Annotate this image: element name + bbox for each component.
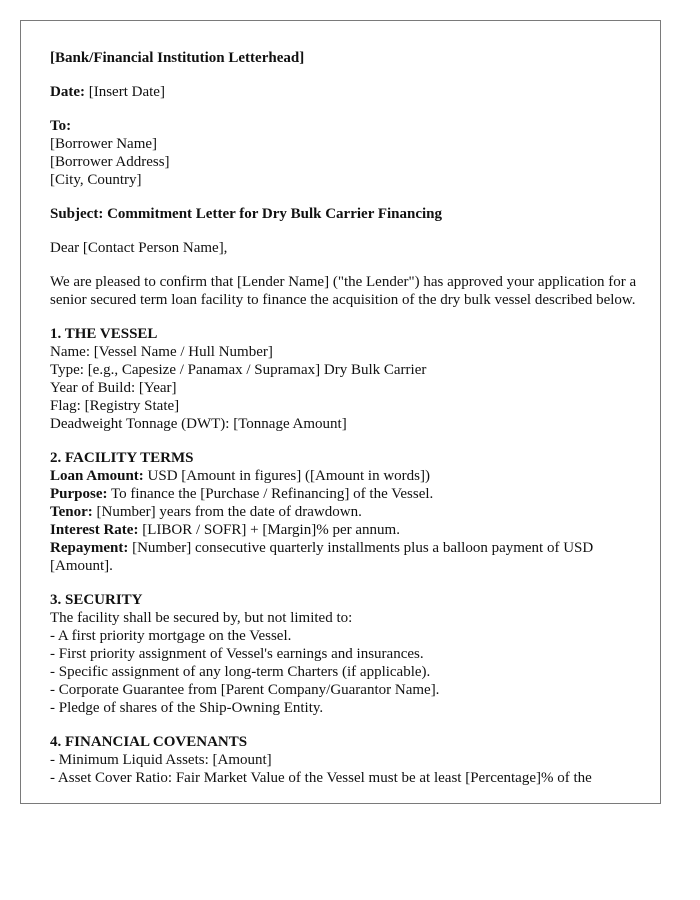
interest-rate-line	[50, 521, 640, 539]
facility-heading: 2. FACILITY TERMS	[50, 450, 194, 466]
repayment-label: Repayment:	[50, 540, 129, 556]
vessel-flag: Flag: [Registry State]	[50, 398, 180, 414]
covenant-item: - Asset Cover Ratio: Fair Market Value of the Vessel must be at least [Percentage]% of the	[50, 770, 592, 786]
letterhead: [Bank/Financial Institution Letterhead]	[50, 50, 305, 66]
loan-amount-label: Loan Amount:	[50, 468, 144, 484]
covenants-heading: 4. FINANCIAL COVENANTS	[50, 734, 248, 750]
covenant-item: - Minimum Liquid Assets: [Amount]	[50, 752, 272, 768]
date-value: [Insert Date]	[88, 84, 165, 100]
purpose-line	[50, 485, 640, 503]
repayment-line	[50, 539, 640, 575]
salutation: Dear [Contact Person Name],	[50, 240, 228, 256]
loan-amount-value: USD [Amount in figures] ([Amount in words])	[143, 468, 430, 484]
subject-line: Subject: Commitment Letter for Dry Bulk Carrier Financing	[50, 206, 443, 222]
vessel-type: Type: [e.g., Capesize / Panamax / Supramax] Dry Bulk Carrier	[50, 362, 427, 378]
security-heading: 3. SECURITY	[50, 592, 143, 608]
intro-paragraph: We are pleased to confirm that [Lender Name] ("the Lender") has approved your application for a senior secured term loan facility to finance the acquisition of the dry bulk vessel described below.	[50, 274, 637, 308]
interest-rate-value: [LIBOR / SOFR] + [Margin]% per annum.	[138, 522, 400, 538]
to-label: To:	[50, 118, 72, 134]
purpose-label: Purpose:	[50, 486, 108, 502]
repayment-value: [Number] consecutive quarterly installments plus a balloon payment of USD [Amount].	[50, 540, 594, 574]
tenor-label: Tenor:	[50, 504, 93, 520]
borrower-address: [Borrower Address]	[50, 154, 170, 170]
purpose-value: To finance the [Purchase / Refinancing] of the Vessel.	[107, 486, 434, 502]
date-label: Date:	[50, 84, 85, 100]
vessel-year: Year of Build: [Year]	[50, 380, 177, 396]
borrower-name: [Borrower Name]	[50, 136, 158, 152]
tenor-value: [Number] years from the date of drawdown.	[92, 504, 362, 520]
letter-document	[20, 20, 661, 804]
tenor-line	[50, 503, 640, 521]
borrower-city: [City, Country]	[50, 172, 142, 188]
security-item: - First priority assignment of Vessel's earnings and insurances.	[50, 646, 424, 662]
vessel-dwt: Deadweight Tonnage (DWT): [Tonnage Amount]	[50, 416, 347, 432]
date-line	[50, 83, 640, 101]
security-intro: The facility shall be secured by, but not limited to:	[50, 610, 353, 626]
security-item: - Pledge of shares of the Ship-Owning Entity.	[50, 700, 324, 716]
letter-body	[50, 49, 640, 787]
loan-amount-line	[50, 467, 640, 485]
vessel-heading: 1. THE VESSEL	[50, 326, 158, 342]
security-item: - Specific assignment of any long-term Charters (if applicable).	[50, 664, 431, 680]
security-item: - Corporate Guarantee from [Parent Company/Guarantor Name].	[50, 682, 440, 698]
security-item: - A first priority mortgage on the Vessel.	[50, 628, 292, 644]
vessel-name: Name: [Vessel Name / Hull Number]	[50, 344, 273, 360]
interest-rate-label: Interest Rate:	[50, 522, 139, 538]
